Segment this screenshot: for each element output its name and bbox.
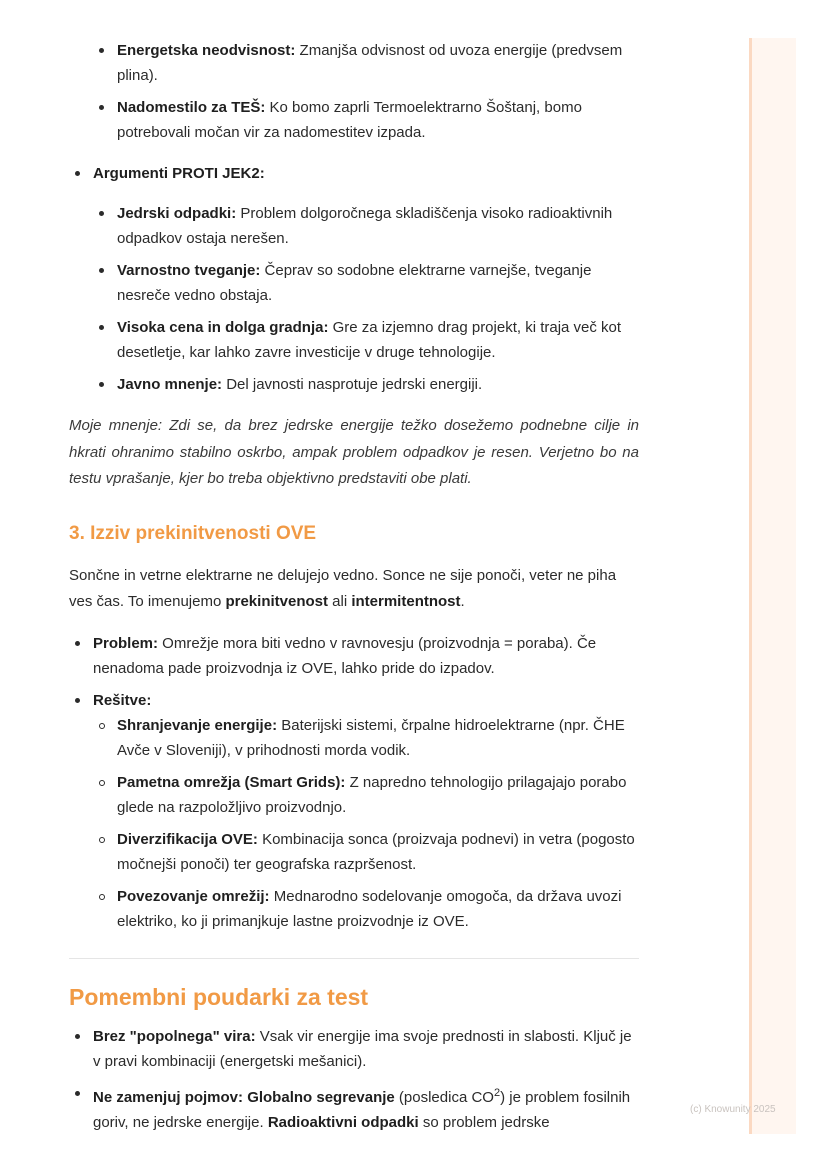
list-item: Visoka cena in dolga gradnja: Gre za izjemno drag projekt, ki traja več kot desetletje, kar lahko zavre investicije v druge tehnologije. — [93, 315, 639, 365]
list-item: Jedrski odpadki: Problem dolgoročnega skladiščenja visoko radioaktivnih odpadkov ostaja nerešen. — [93, 201, 639, 251]
section-heading: Pomembni poudarki za test — [69, 983, 369, 1010]
intro-paragraph: Sončne in vetrne elektrarne ne delujejo vedno. Sonce ne sije ponoči, veter ne piha ves čas. To imenujemo prekinitvenost ali intermitentnost. — [69, 566, 617, 610]
list-item: Varnostno tveganje: Čeprav so sodobne elektrarne varnejše, tveganje nesreče vedno obstaja. — [93, 258, 639, 308]
list-item: Pametna omrežja (Smart Grids): Z napredno tehnologijo prilagajajo porabo glede na razpoložljivo proizvodnjo. — [93, 770, 639, 820]
list-item: Diverzifikacija OVE: Kombinacija sonca (proizvaja podnevi) in vetra (pogosto močnejši ponoči) ter geografska razpršenost. — [93, 827, 639, 877]
list-item: Javno mnenje: Del javnosti nasprotuje jedrski energiji. — [93, 372, 639, 397]
against-list — [69, 161, 639, 397]
list-item: Energetska neodvisnost: Zmanjša odvisnost od uvoza energije (predvsem plina). — [93, 38, 639, 88]
test-list — [69, 1024, 639, 1135]
pro-arguments-list — [69, 38, 639, 145]
against-heading-item: Argumenti PROTI JEK2: Jedrski odpadki: Problem dolgoročnega skladiščenja visoko radioaktivnih odpadkov ostaja nerešen. Varnostno tveganje: Čeprav so sodobne elektrarne varnejše, tveganje nesreče vedno obstaja. Visoka cena in dolga gradnja: Gre za izjemno drag projekt, ki traja več kot desetletje, kar lahko zavre investicije v druge tehnologije. Javno mnenje: Del javnosti nasprotuje jedrski energiji. — [69, 161, 639, 397]
page-side-margin — [749, 38, 796, 1134]
list-item: Problem: Omrežje mora biti vedno v ravnovesju (proizvodnja = poraba). Če nenadoma pade proizvodnja iz OVE, lahko pride do izpadov. — [69, 631, 639, 681]
list-item: Ne zamenjuj pojmov: Globalno segrevanje (posledica $CO^2$) je problem fosilnih goriv, ne jedrske energije. Radioaktivni odpadki so problem jedrske — [69, 1081, 639, 1135]
list-item: Nadomestilo za TEŠ: Ko bomo zaprli Termoelektrarno Šoštanj, bomo potrebovali močan vir za nadomestitev izpada. — [93, 95, 639, 145]
list-item: Povezovanje omrežij: Mednarodno sodelovanje omogoča, da država uvozi elektriko, ko ji primanjkuje lastne proizvodnje iz OVE. — [93, 884, 639, 934]
list-item: Brez "popolnega" vira: Vsak vir energije ima svoje prednosti in slabosti. Ključ je v pravi kombinaciji (energetski mešanici). — [69, 1024, 639, 1074]
section-heading: 3. Izziv prekinitvenosti OVE — [69, 522, 317, 544]
against-sublist — [93, 201, 639, 397]
list-item: Shranjevanje energije: Baterijski sistemi, črpalne hidroelektrarne (npr. ČHE Avče v Sloveniji), v prihodnosti morda vodik. — [93, 713, 639, 763]
solutions-item: Rešitve: Shranjevanje energije: Baterijski sistemi, črpalne hidroelektrarne (npr. ČHE Avče v Sloveniji), v prihodnosti morda vodik. Pametna omrežja (Smart Grids): Z napredno tehnologijo prilagajajo porabo glede na razpoložljivo proizvodnjo. Diverzifikacija OVE: Kombinacija sonca (proizvaja podnevi) in vetra (pogosto močnejši ponoči) ter geografska razpršenost. Povezovanje omrežij: Mednarodno sodelovanje omogoča, da država uvozi elektriko, ko ji primanjkuje lastne proizvodnje iz OVE. — [69, 688, 639, 934]
problem-list — [69, 631, 639, 934]
divider — [69, 958, 639, 959]
opinion-paragraph: Moje mnenje: Zdi se, da brez jedrske energije težko dosežemo podnebne cilje in hkrati ohranimo stabilno oskrbo, ampak problem odpadkov je resen. Verjetno bo na testu vprašanje, kjer bo treba objektivno predstaviti obe plati. — [69, 417, 639, 487]
document-content — [69, 38, 639, 1135]
watermark: (c) Knowunity 2025 — [690, 1104, 776, 1115]
solutions-sublist — [93, 713, 639, 934]
